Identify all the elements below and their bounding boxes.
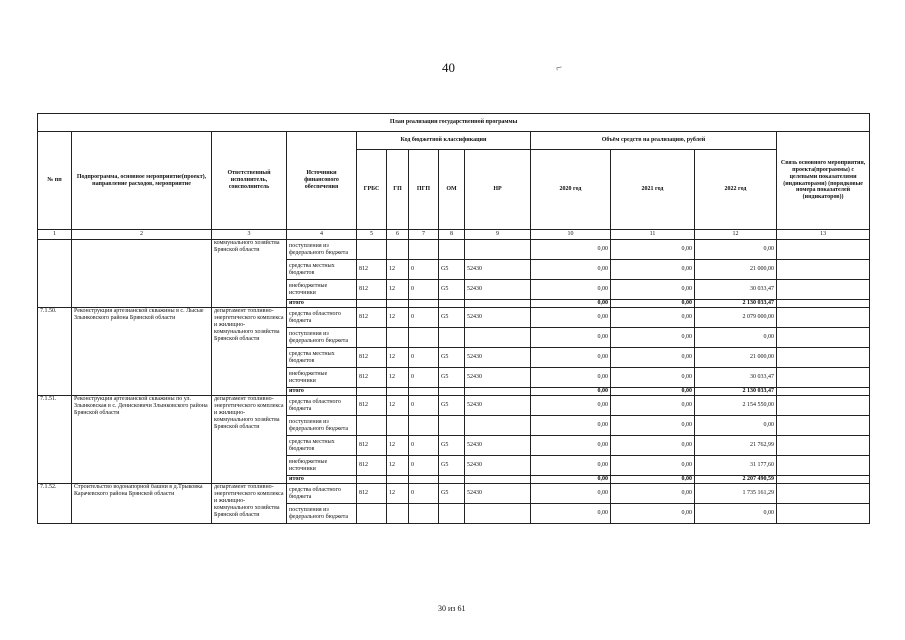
header-num: № пп bbox=[38, 132, 72, 230]
indicator-link bbox=[777, 456, 870, 476]
code-gp: 12 bbox=[387, 280, 409, 300]
indicator-link bbox=[777, 436, 870, 456]
column-number: 2 bbox=[72, 230, 212, 240]
amount-2021: 0,00 bbox=[611, 348, 695, 368]
indicator-link bbox=[777, 328, 870, 348]
row-number: 7.1.52. bbox=[38, 484, 72, 524]
code-pgp bbox=[409, 240, 439, 260]
total-code-empty bbox=[357, 388, 387, 396]
funding-source: поступления из федерального бюджета bbox=[287, 240, 357, 260]
amount-2022: 21 762,99 bbox=[695, 436, 777, 456]
amount-2022: 30 033,47 bbox=[695, 280, 777, 300]
amount-2021: 0,00 bbox=[611, 504, 695, 524]
total-code-empty bbox=[439, 388, 465, 396]
amount-2020: 0,00 bbox=[531, 484, 611, 504]
indicator-link bbox=[777, 240, 870, 260]
code-gp bbox=[387, 504, 409, 524]
code-np: 52430 bbox=[465, 260, 531, 280]
table-row bbox=[38, 308, 870, 328]
code-gp bbox=[387, 416, 409, 436]
column-number: 3 bbox=[212, 230, 287, 240]
indicator-link bbox=[777, 308, 870, 328]
total-code-empty bbox=[465, 388, 531, 396]
total-2022: 2 130 033,47 bbox=[695, 300, 777, 308]
code-gp: 12 bbox=[387, 348, 409, 368]
total-2020: 0,00 bbox=[531, 476, 611, 484]
code-np: 52430 bbox=[465, 456, 531, 476]
column-number: 13 bbox=[777, 230, 870, 240]
amount-2021: 0,00 bbox=[611, 280, 695, 300]
amount-2020: 0,00 bbox=[531, 416, 611, 436]
code-om: G5 bbox=[439, 260, 465, 280]
indicator-link bbox=[777, 476, 870, 484]
header-executor: Ответственный исполнитель, соисполнитель bbox=[212, 132, 287, 230]
amount-2021: 0,00 bbox=[611, 456, 695, 476]
funding-source: средства областного бюджета bbox=[287, 308, 357, 328]
code-pgp: 0 bbox=[409, 348, 439, 368]
total-2020: 0,00 bbox=[531, 300, 611, 308]
code-np: 52430 bbox=[465, 396, 531, 416]
code-grbs: 812 bbox=[357, 436, 387, 456]
indicator-link bbox=[777, 348, 870, 368]
column-number: 4 bbox=[287, 230, 357, 240]
funding-source: поступления из федерального бюджета bbox=[287, 416, 357, 436]
code-pgp bbox=[409, 416, 439, 436]
code-om: G5 bbox=[439, 308, 465, 328]
code-np bbox=[465, 504, 531, 524]
code-np bbox=[465, 240, 531, 260]
total-2021: 0,00 bbox=[611, 300, 695, 308]
indicator-link bbox=[777, 300, 870, 308]
amount-2020: 0,00 bbox=[531, 260, 611, 280]
total-code-empty bbox=[387, 388, 409, 396]
page-number: 40 bbox=[442, 60, 455, 75]
table-row bbox=[38, 396, 870, 416]
code-om: G5 bbox=[439, 348, 465, 368]
column-number: 8 bbox=[439, 230, 465, 240]
amount-2020: 0,00 bbox=[531, 436, 611, 456]
code-pgp bbox=[409, 328, 439, 348]
amount-2021: 0,00 bbox=[611, 308, 695, 328]
table-row bbox=[38, 240, 870, 260]
code-np: 52430 bbox=[465, 484, 531, 504]
total-2021: 0,00 bbox=[611, 476, 695, 484]
total-code-empty bbox=[387, 476, 409, 484]
amount-2020: 0,00 bbox=[531, 280, 611, 300]
amount-2022: 0,00 bbox=[695, 328, 777, 348]
total-code-empty bbox=[439, 300, 465, 308]
code-gp: 12 bbox=[387, 368, 409, 388]
code-gp: 12 bbox=[387, 260, 409, 280]
indicator-link bbox=[777, 396, 870, 416]
column-number: 9 bbox=[465, 230, 531, 240]
total-code-empty bbox=[409, 388, 439, 396]
amount-2022: 1 735 161,29 bbox=[695, 484, 777, 504]
code-gp: 12 bbox=[387, 396, 409, 416]
code-om: G5 bbox=[439, 436, 465, 456]
program-plan-table bbox=[37, 113, 870, 524]
indicator-link bbox=[777, 416, 870, 436]
code-np: 52430 bbox=[465, 348, 531, 368]
pen-mark: ⌐ bbox=[555, 61, 564, 75]
code-pgp bbox=[409, 504, 439, 524]
column-number: 5 bbox=[357, 230, 387, 240]
code-np: 52430 bbox=[465, 368, 531, 388]
total-2021: 0,00 bbox=[611, 388, 695, 396]
code-pgp: 0 bbox=[409, 436, 439, 456]
amount-2020: 0,00 bbox=[531, 240, 611, 260]
funding-source: средства местных бюджетов bbox=[287, 348, 357, 368]
amount-2022: 2 079 000,00 bbox=[695, 308, 777, 328]
row-number bbox=[38, 240, 72, 308]
code-pgp: 0 bbox=[409, 396, 439, 416]
header-gp: ГП bbox=[387, 150, 409, 230]
code-om bbox=[439, 504, 465, 524]
code-np: 52430 bbox=[465, 280, 531, 300]
funding-source: внебюджетные источники bbox=[287, 280, 357, 300]
indicator-link bbox=[777, 368, 870, 388]
header-pgp: ПГП bbox=[409, 150, 439, 230]
header-grbs: ГРБС bbox=[357, 150, 387, 230]
code-pgp: 0 bbox=[409, 456, 439, 476]
funding-source: средства областного бюджета bbox=[287, 396, 357, 416]
code-gp: 12 bbox=[387, 484, 409, 504]
table-title: План реализации государственной программы bbox=[38, 114, 870, 132]
header-link: Связь основного мероприятия, проекта(программы) с целевыми показателями (индикаторами) (порядковые номера показателей (индикаторов)) bbox=[777, 132, 870, 230]
code-om bbox=[439, 240, 465, 260]
code-om: G5 bbox=[439, 456, 465, 476]
code-np bbox=[465, 416, 531, 436]
executor: департамент топливно-энергетического комплекса и жилищно-коммунального хозяйства Брянской области bbox=[212, 308, 287, 396]
indicator-link bbox=[777, 504, 870, 524]
amount-2022: 21 000,00 bbox=[695, 348, 777, 368]
program-name: Реконструкция артезианской скважины в с. Лысые Злынковского района Брянской области bbox=[72, 308, 212, 396]
row-number: 7.1.51. bbox=[38, 396, 72, 484]
code-pgp: 0 bbox=[409, 368, 439, 388]
program-name: Реконструкция артезианской скважины по ул. Злынковская в с. Денисковичи Злынковского района Брянской области bbox=[72, 396, 212, 484]
header-program: Подпрограмма, основное мероприятие(проект), направление расходов, мероприятие bbox=[72, 132, 212, 230]
column-number: 6 bbox=[387, 230, 409, 240]
code-grbs: 812 bbox=[357, 396, 387, 416]
code-gp: 12 bbox=[387, 308, 409, 328]
amount-2020: 0,00 bbox=[531, 368, 611, 388]
funding-source: внебюджетные источники bbox=[287, 456, 357, 476]
header-2021: 2021 год bbox=[611, 150, 695, 230]
amount-2022: 30 033,47 bbox=[695, 368, 777, 388]
amount-2022: 0,00 bbox=[695, 504, 777, 524]
program-name bbox=[72, 240, 212, 308]
header-2020: 2020 год bbox=[531, 150, 611, 230]
code-gp bbox=[387, 328, 409, 348]
total-2020: 0,00 bbox=[531, 388, 611, 396]
program-name: Строительство водонапорной башни в д.Трыковка Карачевского района Брянской области bbox=[72, 484, 212, 524]
code-gp: 12 bbox=[387, 436, 409, 456]
amount-2020: 0,00 bbox=[531, 328, 611, 348]
funding-source: поступления из федерального бюджета bbox=[287, 328, 357, 348]
total-2022: 2 207 490,59 bbox=[695, 476, 777, 484]
amount-2021: 0,00 bbox=[611, 240, 695, 260]
code-grbs: 812 bbox=[357, 368, 387, 388]
code-grbs: 812 bbox=[357, 484, 387, 504]
amount-2020: 0,00 bbox=[531, 504, 611, 524]
code-np: 52430 bbox=[465, 308, 531, 328]
executor: департамент топливно-энергетического комплекса и жилищно-коммунального хозяйства Брянской области bbox=[212, 396, 287, 484]
header-volume: Объём средств на реализацию, рублей bbox=[531, 132, 777, 150]
total-code-empty bbox=[409, 300, 439, 308]
table-row bbox=[38, 484, 870, 504]
funding-source: внебюджетные источники bbox=[287, 368, 357, 388]
total-2022: 2 130 033,47 bbox=[695, 388, 777, 396]
code-om: G5 bbox=[439, 368, 465, 388]
funding-source: поступления из федерального бюджета bbox=[287, 504, 357, 524]
amount-2021: 0,00 bbox=[611, 260, 695, 280]
total-code-empty bbox=[409, 476, 439, 484]
amount-2022: 0,00 bbox=[695, 240, 777, 260]
executor: департамент топливно-энергетического комплекса и жилищно-коммунального хозяйства Брянской области bbox=[212, 484, 287, 524]
code-pgp: 0 bbox=[409, 260, 439, 280]
code-grbs bbox=[357, 328, 387, 348]
code-grbs: 812 bbox=[357, 348, 387, 368]
code-grbs bbox=[357, 240, 387, 260]
code-om bbox=[439, 416, 465, 436]
row-number: 7.1.50. bbox=[38, 308, 72, 396]
header-np: НР bbox=[465, 150, 531, 230]
amount-2021: 0,00 bbox=[611, 328, 695, 348]
code-om: G5 bbox=[439, 396, 465, 416]
amount-2021: 0,00 bbox=[611, 368, 695, 388]
amount-2020: 0,00 bbox=[531, 456, 611, 476]
header-budget-code: Код бюджетной классификации bbox=[357, 132, 531, 150]
header-source: Источники финансового обеспечения bbox=[287, 132, 357, 230]
code-grbs: 812 bbox=[357, 456, 387, 476]
total-code-empty bbox=[465, 300, 531, 308]
amount-2021: 0,00 bbox=[611, 396, 695, 416]
amount-2022: 21 000,00 bbox=[695, 260, 777, 280]
code-pgp: 0 bbox=[409, 280, 439, 300]
column-number-row bbox=[38, 230, 870, 240]
funding-source: средства областного бюджета bbox=[287, 484, 357, 504]
header-om: ОМ bbox=[439, 150, 465, 230]
total-code-empty bbox=[439, 476, 465, 484]
amount-2022: 0,00 bbox=[695, 416, 777, 436]
indicator-link bbox=[777, 484, 870, 504]
code-om: G5 bbox=[439, 280, 465, 300]
executor: коммунального хозяйства Брянской области bbox=[212, 240, 287, 308]
amount-2020: 0,00 bbox=[531, 348, 611, 368]
amount-2020: 0,00 bbox=[531, 308, 611, 328]
amount-2022: 2 154 550,00 bbox=[695, 396, 777, 416]
header-2022: 2022 год bbox=[695, 150, 777, 230]
code-grbs bbox=[357, 416, 387, 436]
indicator-link bbox=[777, 280, 870, 300]
code-np bbox=[465, 328, 531, 348]
amount-2020: 0,00 bbox=[531, 396, 611, 416]
code-pgp: 0 bbox=[409, 308, 439, 328]
funding-source: средства местных бюджетов bbox=[287, 260, 357, 280]
code-grbs: 812 bbox=[357, 280, 387, 300]
total-label: итого bbox=[287, 388, 357, 396]
column-number: 7 bbox=[409, 230, 439, 240]
total-label: итого bbox=[287, 476, 357, 484]
amount-2021: 0,00 bbox=[611, 484, 695, 504]
column-number: 11 bbox=[611, 230, 695, 240]
code-grbs bbox=[357, 504, 387, 524]
amount-2021: 0,00 bbox=[611, 436, 695, 456]
column-number: 1 bbox=[38, 230, 72, 240]
total-label: итого bbox=[287, 300, 357, 308]
code-grbs: 812 bbox=[357, 260, 387, 280]
total-code-empty bbox=[357, 476, 387, 484]
indicator-link bbox=[777, 388, 870, 396]
funding-source: средства местных бюджетов bbox=[287, 436, 357, 456]
total-code-empty bbox=[357, 300, 387, 308]
column-number: 12 bbox=[695, 230, 777, 240]
page-footer: 30 из 61 bbox=[438, 604, 466, 613]
code-pgp: 0 bbox=[409, 484, 439, 504]
total-code-empty bbox=[465, 476, 531, 484]
code-gp bbox=[387, 240, 409, 260]
code-om bbox=[439, 328, 465, 348]
column-number: 10 bbox=[531, 230, 611, 240]
code-grbs: 812 bbox=[357, 308, 387, 328]
total-code-empty bbox=[387, 300, 409, 308]
code-gp: 12 bbox=[387, 456, 409, 476]
code-om: G5 bbox=[439, 484, 465, 504]
code-np: 52430 bbox=[465, 436, 531, 456]
indicator-link bbox=[777, 260, 870, 280]
amount-2022: 31 177,60 bbox=[695, 456, 777, 476]
amount-2021: 0,00 bbox=[611, 416, 695, 436]
